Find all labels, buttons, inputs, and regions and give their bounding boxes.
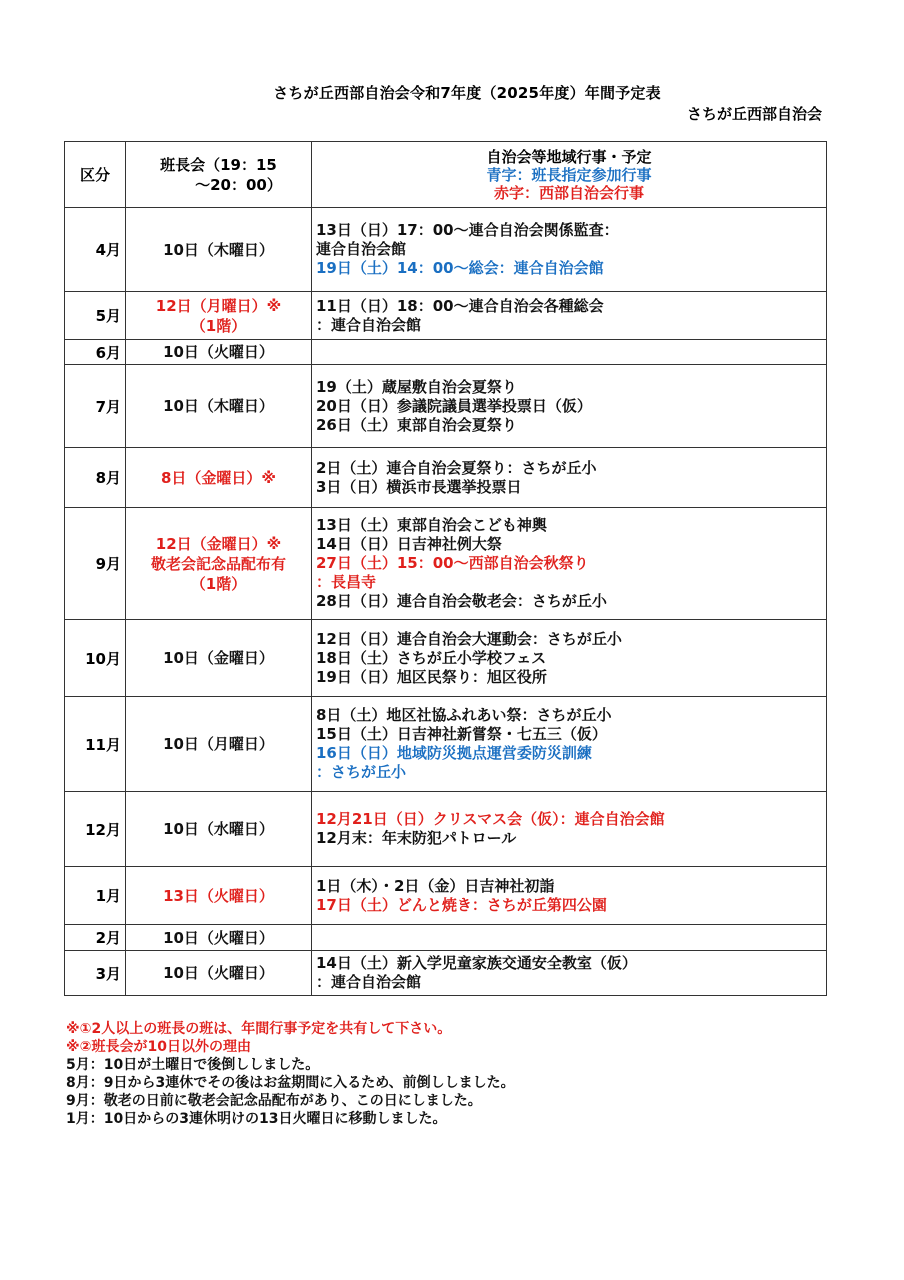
- header-events: [312, 142, 827, 208]
- events-cell: [312, 292, 827, 340]
- meeting-line: 8日（金曜日）※: [160, 468, 277, 487]
- table-row: [65, 620, 827, 697]
- event-line: 19日（土）14：00～総会：連合自治会館: [316, 259, 604, 277]
- meeting-cell: [126, 951, 312, 996]
- event-line: 12月21日（日）クリスマス会（仮）：連合自治会館: [316, 810, 665, 828]
- header-month: 区分: [65, 142, 126, 208]
- meeting-cell: [126, 508, 312, 620]
- events-cell: [312, 951, 827, 996]
- event-line: 14日（土）新入学児童家族交通安全教室（仮）: [316, 954, 637, 972]
- event-line: 13日（土）東部自治会こども神輿: [316, 516, 547, 534]
- month-cell: 8月: [65, 448, 126, 508]
- event-line: 14日（日）日吉神社例大祭: [316, 535, 502, 553]
- organization-name: さちが丘西部自治会: [686, 105, 822, 123]
- schedule-body: [65, 208, 827, 996]
- table-row: [65, 697, 827, 792]
- events-cell: [312, 448, 827, 508]
- month-cell: 12月: [65, 792, 126, 867]
- event-line: 17日（土）どんと焼き：さちが丘第四公園: [316, 895, 607, 914]
- event-line: ：連合自治会館: [316, 315, 422, 334]
- event-line: 13日（日）17：00～連合自治会関係監査：: [316, 221, 619, 239]
- month-cell: 11月: [65, 697, 126, 792]
- month-cell: 5月: [65, 292, 126, 340]
- event-line: ：さちが丘小: [316, 763, 407, 781]
- meeting-cell: [126, 792, 312, 867]
- meeting-cell: [126, 697, 312, 792]
- meeting-cell: [126, 365, 312, 448]
- month-cell: 4月: [65, 208, 126, 292]
- event-line: 20日（日）参議院議員選挙投票日（仮）: [316, 396, 592, 415]
- event-line: 16日（日）地域防災拠点運営委防災訓練: [316, 744, 592, 762]
- event-line: ：連合自治会館: [316, 973, 422, 991]
- meeting-cell: [126, 620, 312, 697]
- meeting-line: 10日（金曜日）: [163, 649, 274, 667]
- event-line: 26日（土）東部自治会夏祭り: [316, 415, 517, 434]
- table-row: [65, 340, 827, 365]
- meeting-line: 12日（月曜日）※: [155, 296, 282, 315]
- table-row: [65, 292, 827, 340]
- month-cell: 6月: [65, 340, 126, 365]
- meeting-line: （1階）: [190, 316, 247, 335]
- header-meeting-line1: 班長会（19：15: [160, 155, 277, 174]
- meeting-line: （1階）: [190, 574, 247, 593]
- month-cell: 1月: [65, 867, 126, 925]
- month-cell: 10月: [65, 620, 126, 697]
- event-line: 18日（土）さちが丘小学校フェス: [316, 648, 547, 667]
- event-line: 27日（土）15：00～西部自治会秋祭り: [316, 554, 589, 572]
- event-line: 12月末：年末防犯パトロール: [316, 829, 517, 847]
- schedule-table: [64, 141, 827, 996]
- table-row: [65, 951, 827, 996]
- note-line: 1月：10日からの3連休明けの13日火曜日に移動しました。: [66, 1111, 447, 1127]
- meeting-line: 敬老会記念品配布有: [150, 554, 286, 573]
- event-line: 12日（日）連合自治会大運動会：さちが丘小: [316, 629, 622, 648]
- meeting-cell: [126, 448, 312, 508]
- events-cell: [312, 365, 827, 448]
- header-meeting: [126, 142, 312, 208]
- page-title: さちが丘西部自治会令和7年度（2025年度）年間予定表: [273, 84, 661, 102]
- meeting-line: 10日（月曜日）: [163, 735, 274, 753]
- meeting-cell: [126, 292, 312, 340]
- event-line: 28日（日）連合自治会敬老会：さちが丘小: [316, 592, 607, 610]
- event-line: 15日（土）日吉神社新嘗祭・七五三（仮）: [316, 725, 607, 743]
- meeting-line: 10日（水曜日）: [163, 820, 274, 838]
- event-line: 2日（土）連合自治会夏祭り：さちが丘小: [316, 458, 597, 477]
- month-cell: 2月: [65, 925, 126, 951]
- notes-section: [66, 1020, 846, 1128]
- month-cell: 3月: [65, 951, 126, 996]
- event-line: 8日（土）地区社協ふれあい祭：さちが丘小: [316, 706, 612, 724]
- event-line: 3日（日）横浜市長選挙投票日: [316, 477, 522, 496]
- meeting-line: 13日（火曜日）: [163, 886, 274, 905]
- table-row: [65, 365, 827, 448]
- meeting-line: 12日（金曜日）※: [155, 534, 282, 553]
- event-line: 19（土）蔵屋敷自治会夏祭り: [316, 377, 517, 396]
- events-cell: [312, 208, 827, 292]
- meeting-line: 10日（火曜日）: [163, 928, 274, 947]
- note-line: ※②班長会が10日以外の理由: [66, 1039, 251, 1055]
- meeting-cell: [126, 340, 312, 365]
- note-line: ※①2人以上の班長の班は、年間行事予定を共有して下さい。: [66, 1021, 452, 1037]
- events-cell: [312, 697, 827, 792]
- events-cell: [312, 340, 827, 365]
- meeting-line: 10日（木曜日）: [163, 397, 274, 415]
- meeting-line: 10日（火曜日）: [163, 343, 274, 361]
- note-line: 9月：敬老の日前に敬老会記念品配布があり、この日にしました。: [66, 1093, 482, 1109]
- events-cell: [312, 925, 827, 951]
- meeting-line: 10日（木曜日）: [163, 240, 274, 259]
- event-line: 連合自治会館: [316, 240, 407, 258]
- month-cell: 7月: [65, 365, 126, 448]
- event-line: 1日（木）・2日（金）日吉神社初詣: [316, 876, 555, 895]
- event-line: ：長昌寺: [316, 573, 377, 591]
- header-events-line2: 青字：班長指定参加行事: [486, 165, 652, 184]
- note-line: 8月：9日から3連休でその後はお盆期間に入るため、前倒ししました。: [66, 1075, 515, 1091]
- events-cell: [312, 620, 827, 697]
- meeting-cell: [126, 208, 312, 292]
- table-row: [65, 208, 827, 292]
- events-cell: [312, 867, 827, 925]
- note-line: 5月：10日が土曜日で後倒ししました。: [66, 1057, 320, 1073]
- meeting-cell: [126, 925, 312, 951]
- table-row: [65, 925, 827, 951]
- events-cell: [312, 508, 827, 620]
- meeting-line: 10日（火曜日）: [163, 964, 274, 982]
- header-row: [65, 142, 827, 208]
- header-meeting-line2: ～20：00）: [195, 175, 282, 194]
- month-cell: 9月: [65, 508, 126, 620]
- header-events-line3: 赤字：西部自治会行事: [493, 183, 644, 202]
- table-row: [65, 508, 827, 620]
- table-row: [65, 792, 827, 867]
- header-events-line1: 自治会等地域行事・予定: [486, 147, 652, 166]
- meeting-cell: [126, 867, 312, 925]
- event-line: 19日（日）旭区民祭り：旭区役所: [316, 667, 547, 686]
- table-row: [65, 448, 827, 508]
- table-row: [65, 867, 827, 925]
- event-line: 11日（日）18：00～連合自治会各種総会: [316, 296, 604, 315]
- events-cell: [312, 792, 827, 867]
